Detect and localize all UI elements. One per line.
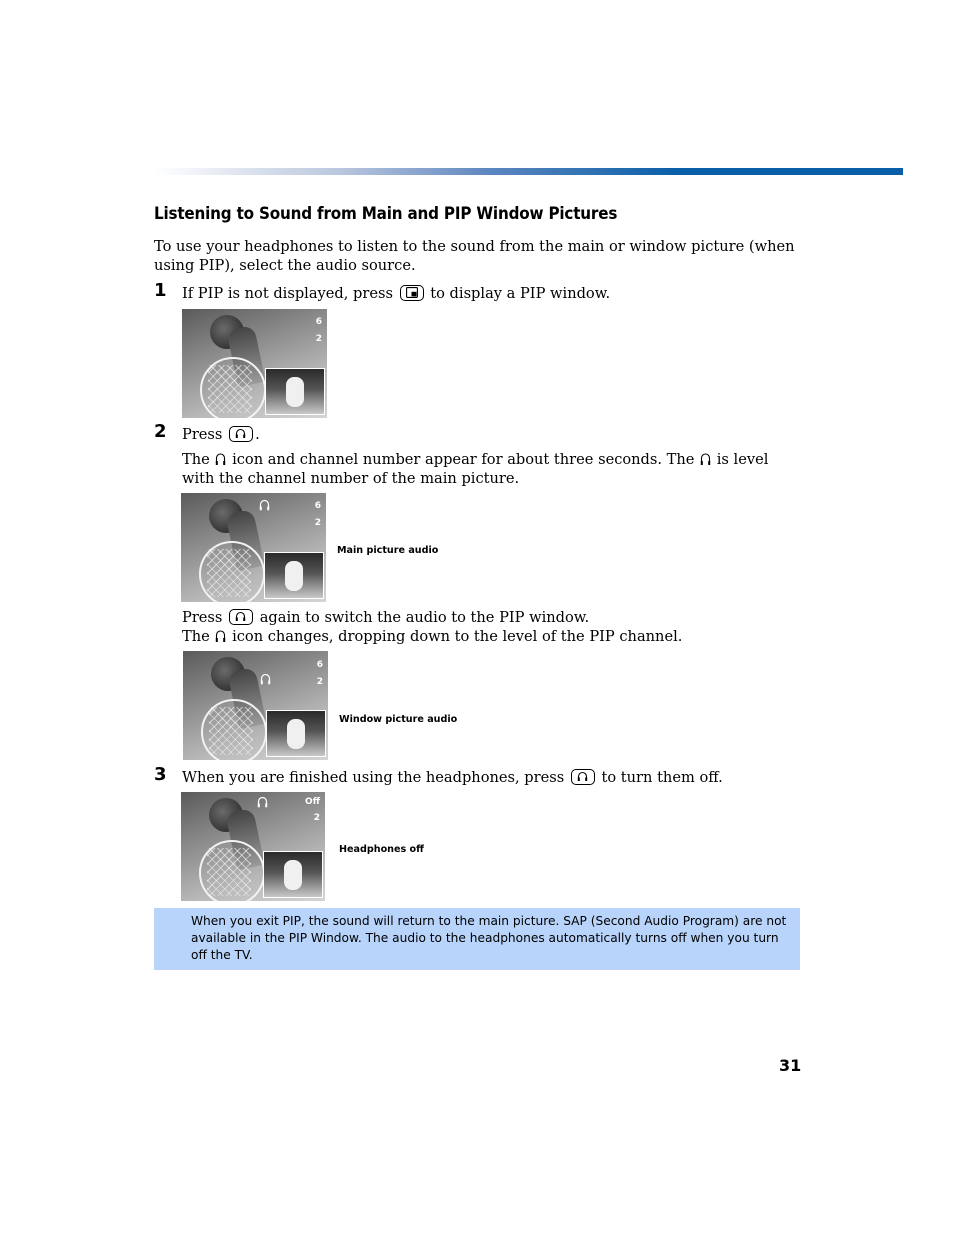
main-channel-number: 6 <box>316 660 323 670</box>
headphones-icon <box>700 452 711 466</box>
tv-screen-headphones-off <box>181 792 325 901</box>
step-2-press-again-text: Press again to switch the audio to the PIP window. <box>182 609 590 626</box>
headphones-icon <box>257 796 268 808</box>
headphones-icon <box>215 452 226 466</box>
tv-screen-window-audio <box>183 651 328 760</box>
headphones-button-icon <box>229 426 253 442</box>
pip-channel-number: 2 <box>316 677 323 687</box>
step-3-text: When you are finished using the headphones, press to turn them off. <box>182 769 723 786</box>
headphones-button-icon <box>229 609 253 625</box>
headphones-icon <box>260 673 271 685</box>
intro-paragraph: To use your headphones to listen to the sound from the main or window picture (when using PIP), select the audio source. <box>154 238 795 274</box>
caption-main-picture-audio: Main picture audio <box>337 545 439 556</box>
note-box <box>154 908 800 970</box>
step-2-description: The icon and channel number appear for about three seconds. The is level with the channel number of the main picture. <box>182 451 769 487</box>
page-number: 31 <box>779 1056 802 1075</box>
pip-channel-number: 2 <box>315 334 322 344</box>
pip-button-icon <box>400 285 424 301</box>
caption-window-picture-audio: Window picture audio <box>339 714 458 725</box>
headphones-icon <box>215 629 226 643</box>
pip-channel-number: 2 <box>313 813 320 823</box>
step-3-number: 3 <box>154 764 167 785</box>
section-heading: Listening to Sound from Main and PIP Window Pictures <box>154 204 618 223</box>
step-2-number: 2 <box>154 421 167 442</box>
step-1-text: If PIP is not displayed, press to display a PIP window. <box>182 285 611 302</box>
main-channel-number: 6 <box>314 501 321 511</box>
tv-screen-pip-displayed <box>182 309 327 418</box>
tv-screen-main-audio <box>181 493 326 602</box>
header-rule <box>154 168 903 175</box>
caption-headphones-off: Headphones off <box>339 844 424 855</box>
headphones-button-icon <box>571 769 595 785</box>
note-text: When you exit PIP, the sound will return to the main picture. SAP (Second Audio Program) are not available in the PIP Window. The audio to the headphones automatically turns off when you turn off the TV. <box>191 914 787 962</box>
pip-channel-number: 2 <box>314 518 321 528</box>
step-1-number: 1 <box>154 280 167 301</box>
headphones-icon <box>259 499 270 511</box>
main-channel-number: 6 <box>315 317 322 327</box>
main-channel-off-label: Off <box>305 797 320 807</box>
step-2-press-text: Press . <box>182 426 260 443</box>
step-2-icon-change-text: The icon changes, dropping down to the level of the PIP channel. <box>182 628 683 645</box>
